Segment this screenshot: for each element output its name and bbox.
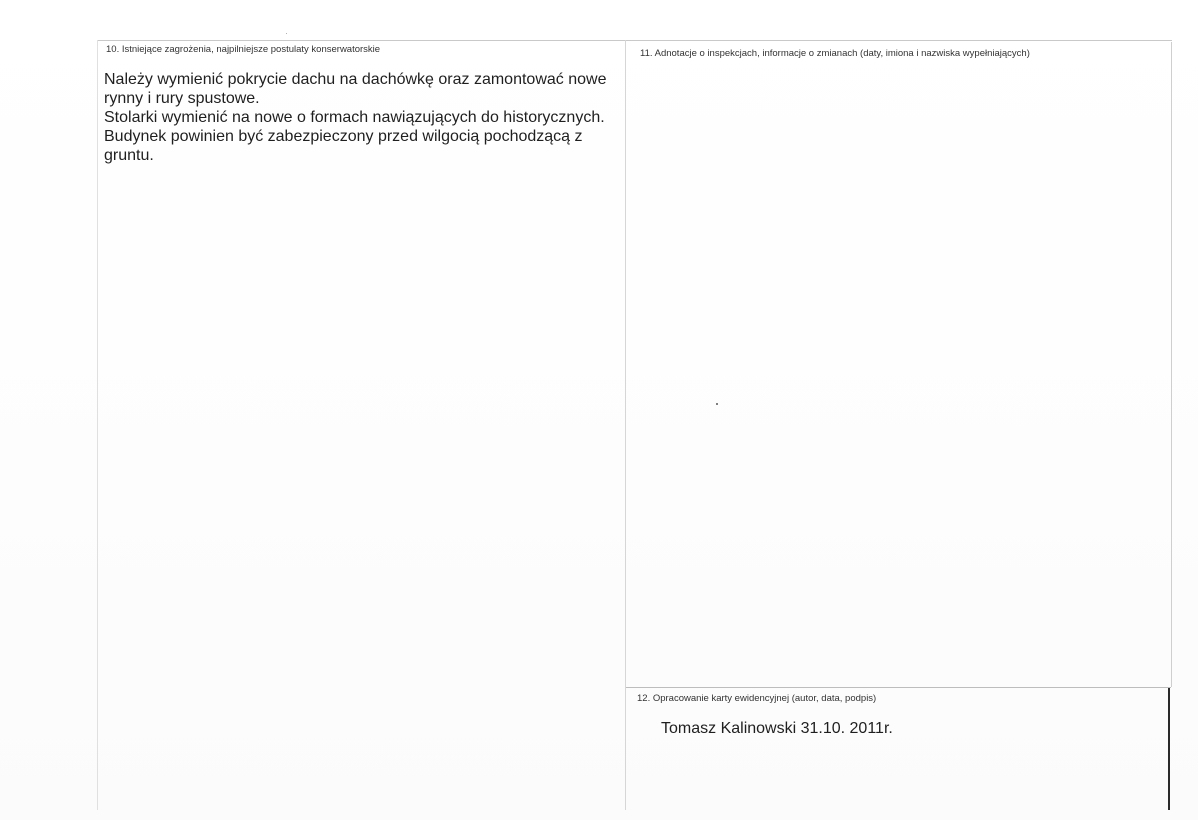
top-border-line [98, 40, 1172, 41]
scan-speck [716, 403, 718, 405]
left-border-line [97, 40, 98, 810]
section-12-top-line [626, 687, 1171, 688]
section-12-label: 12. Opracowanie karty ewidencyjnej (autor, data, podpis) [637, 693, 877, 704]
column-divider-line [625, 40, 626, 810]
right-border-line [1171, 42, 1172, 687]
section-10-label: 10. Istniejące zagrożenia, najpilniejsze postulaty konserwatorskie [106, 44, 381, 55]
section-10-line: rynny i rury spustowe. [104, 90, 260, 107]
section-10-content [104, 70, 624, 165]
section-12-right-line [1168, 688, 1170, 810]
section-10-line: Stolarki wymienić na nowe o formach nawiązujących do historycznych. [104, 109, 605, 126]
section-10-line: Należy wymienić pokrycie dachu na dachówkę oraz zamontować nowe [104, 71, 607, 88]
section-12-author-date: Tomasz Kalinowski 31.10. 2011r. [661, 720, 893, 737]
section-11-label: 11. Adnotacje o inspekcjach, informacje o zmianach (daty, imiona i nazwiska wypełniających) [640, 48, 1030, 59]
scan-speck [286, 33, 287, 34]
section-10-line: Budynek powinien być zabezpieczony przed wilgocią pochodzącą z [104, 128, 583, 145]
section-10-line: gruntu. [104, 147, 154, 164]
